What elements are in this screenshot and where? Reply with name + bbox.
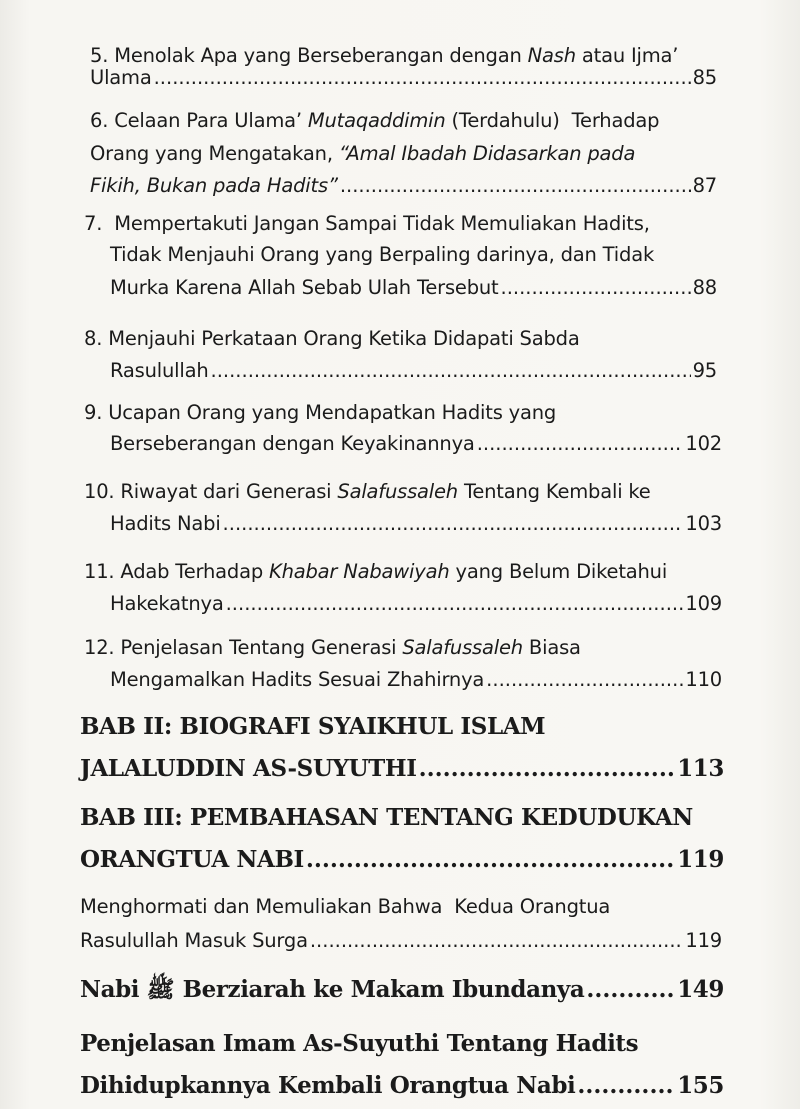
leader-dots	[154, 66, 691, 89]
toc-text: Khabar Nabawiyah	[269, 560, 450, 583]
toc-text: 6. Celaan Para Ulama’	[90, 109, 308, 132]
toc-text: Nabi ﷺ Berziarah ke Makam Ibundanya	[80, 976, 585, 1003]
toc-line	[80, 895, 610, 918]
toc-text: Fikih, Bukan pada Hadits”	[90, 174, 338, 197]
toc-text: Menghormati dan Memuliakan Bahwa Kedua Orangtua	[80, 895, 611, 918]
toc-line	[110, 668, 722, 691]
toc-text: Penjelasan Imam As-Suyuthi Tentang Hadits	[80, 1030, 639, 1057]
page-number: 87	[692, 174, 717, 197]
toc-text: 11. Adab Terhadap	[84, 560, 269, 583]
toc-line	[84, 560, 667, 583]
toc-line	[80, 1030, 638, 1057]
toc-line	[80, 929, 722, 952]
toc-line	[110, 432, 722, 455]
toc-text: Ulama	[90, 66, 152, 89]
toc-text: Murka Karena Allah Sebab Ulah Tersebut	[110, 276, 499, 299]
toc-text: (Terdahulu) Terhadap	[445, 109, 660, 132]
toc-line	[80, 975, 724, 1009]
toc-text: Biasa	[522, 636, 581, 659]
toc-line	[80, 804, 693, 831]
toc-text: BAB II: BIOGRAFI SYAIKHUL ISLAM	[80, 713, 546, 740]
page-number: 149	[677, 976, 724, 1003]
page-number: 113	[677, 755, 724, 782]
leader-dots	[486, 668, 683, 691]
page-number: 88	[692, 276, 717, 299]
toc-text: Rasulullah Masuk Surga	[80, 929, 308, 952]
page-number: 102	[685, 432, 722, 455]
leader-dots	[419, 755, 676, 782]
toc-text: Hakekatnya	[110, 592, 224, 615]
leader-dots	[223, 512, 684, 535]
toc-text: atau Ijma’	[575, 44, 679, 67]
leader-dots	[340, 174, 691, 197]
toc-text: Salafussaleh	[402, 636, 523, 659]
toc-line	[90, 142, 635, 165]
toc-text: ORANGTUA NABI	[80, 846, 304, 873]
toc-text: BAB III: PEMBAHASAN TENTANG KEDUDUKAN	[80, 804, 693, 831]
page-number: 119	[677, 846, 724, 873]
toc-text: Tentang Kembali ke	[457, 480, 651, 503]
toc-line	[110, 359, 717, 382]
leader-dots	[586, 976, 675, 1003]
page-number: 119	[685, 929, 722, 952]
toc-line	[90, 174, 717, 197]
page-number: 103	[685, 512, 722, 535]
toc-line	[80, 713, 545, 740]
toc-text: JALALUDDIN AS-SUYUTHI	[80, 755, 417, 782]
leader-dots	[501, 276, 691, 299]
toc-text: 8. Menjauhi Perkataan Orang Ketika Didapati Sabda	[84, 327, 580, 350]
toc-line	[90, 109, 659, 132]
toc-text: yang Belum Diketahui	[449, 560, 668, 583]
leader-dots	[577, 1072, 675, 1099]
toc-text: Mutaqaddimin	[307, 109, 446, 132]
page-number: 95	[692, 359, 717, 382]
toc-line	[110, 243, 654, 266]
page-number: 109	[685, 592, 722, 615]
page-number: 110	[685, 668, 722, 691]
toc-text: 12. Penjelasan Tentang Generasi	[84, 636, 403, 659]
toc-line	[80, 846, 724, 873]
toc-text: Salafussaleh	[337, 480, 458, 503]
toc-text: 9. Ucapan Orang yang Mendapatkan Hadits yang	[84, 401, 557, 424]
toc-text: 5. Menolak Apa yang Berseberangan dengan	[90, 44, 528, 67]
toc-line	[84, 636, 581, 659]
leader-dots	[306, 846, 675, 873]
toc-line	[110, 512, 722, 535]
toc-text: 7. Mempertakuti Jangan Sampai Tidak Memuliakan Hadits,	[84, 212, 650, 235]
toc-line	[90, 44, 678, 67]
toc-line	[84, 327, 580, 350]
toc-line	[80, 755, 724, 782]
page-number: 155	[677, 1072, 724, 1099]
toc-line	[90, 66, 717, 89]
toc-line	[84, 480, 651, 503]
toc-line	[80, 1072, 724, 1099]
page-number: 85	[692, 66, 717, 89]
toc-text: Rasulullah	[110, 359, 209, 382]
toc-text: Berseberangan dengan Keyakinannya	[110, 432, 475, 455]
toc-line	[110, 592, 722, 615]
toc-text: Dihidupkannya Kembali Orangtua Nabi	[80, 1072, 576, 1099]
leader-dots	[211, 359, 691, 382]
toc-line	[84, 401, 556, 424]
leader-dots	[226, 592, 684, 615]
toc-text: 10. Riwayat dari Generasi	[84, 480, 338, 503]
toc-line	[110, 276, 717, 299]
toc-text: Orang yang Mengatakan,	[90, 142, 339, 165]
toc-line	[84, 212, 650, 235]
toc-text: “Amal Ibadah Didasarkan pada	[338, 142, 636, 165]
toc-text: Mengamalkan Hadits Sesuai Zhahirnya	[110, 668, 485, 691]
leader-dots	[477, 432, 684, 455]
toc-text: Hadits Nabi	[110, 512, 221, 535]
leader-dots	[310, 929, 684, 952]
toc-text: Nash	[527, 44, 576, 67]
toc-text: Tidak Menjauhi Orang yang Berpaling darinya, dan Tidak	[110, 243, 655, 266]
